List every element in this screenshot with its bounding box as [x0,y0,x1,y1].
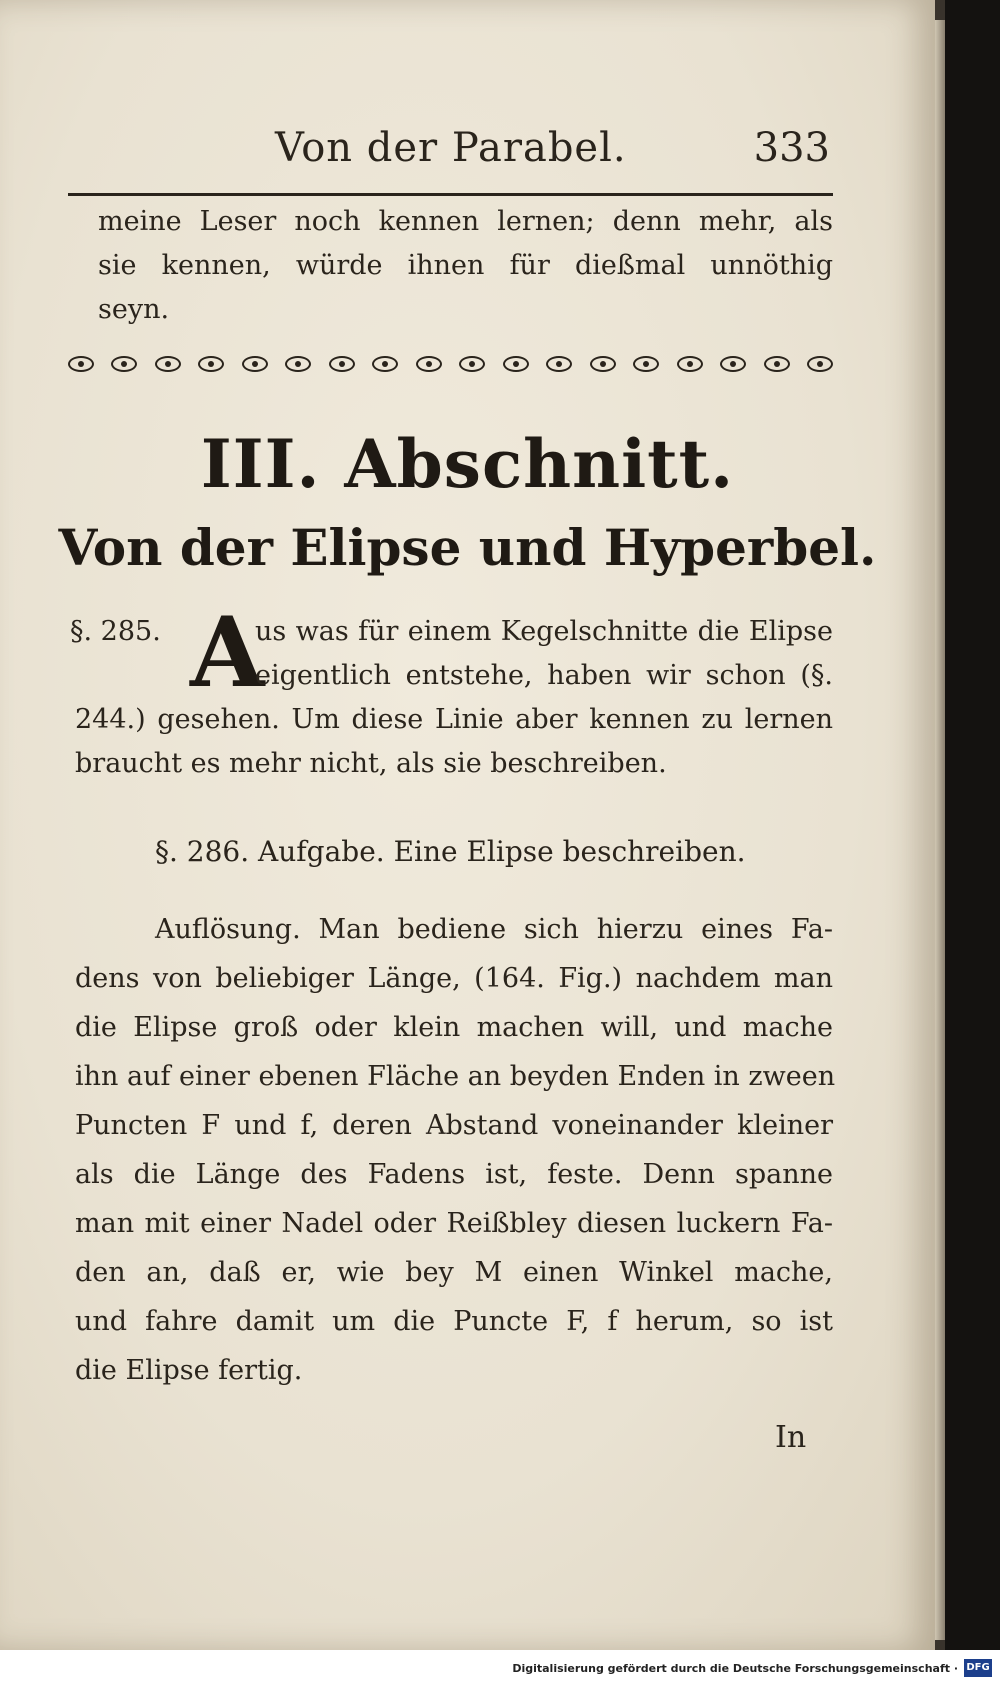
section-number: III. Abschnitt. [200,425,735,503]
text-line: braucht es mehr nicht, als sie beschreiben. [75,748,667,779]
running-title: Von der Parabel. [275,125,627,171]
ornament-icon [546,356,572,372]
paragraph-285-head [255,610,833,698]
drop-cap: A [190,596,265,709]
ornament-icon [503,356,529,372]
ornament-icon [416,356,442,372]
text-line: us was für einem Kegelschnitte die Elipse [255,616,833,647]
text-line: Puncten F und f, deren Abstand voneinander kleiner [75,1110,833,1141]
ornament-icon [633,356,659,372]
ornamental-divider [68,352,833,376]
solution-paragraph [75,905,836,1395]
text-line: die Elipse groß oder klein machen will, und mache [75,1012,833,1043]
carry-over-paragraph [98,200,833,332]
ornament-icon [372,356,398,372]
ornament-icon [590,356,616,372]
footer-bar [0,1650,1000,1687]
ornament-icon [198,356,224,372]
text-line: den an, daß er, wie bey M einen Winkel mache, [75,1257,833,1288]
ornament-icon [459,356,485,372]
dfg-logo-icon: DFG [964,1659,992,1677]
ornament-icon [807,356,833,372]
text-line: meine Leser noch kennen lernen; denn mehr, als [98,206,833,237]
text-line: sie kennen, würde ihnen für dießmal unnöthig [98,250,833,281]
text-line: 244.) gesehen. Um diese Linie aber kennen zu lernen [75,704,833,735]
running-head [70,125,830,185]
binding-shadow [945,0,1000,1687]
text-line: ihn auf einer ebenen Fläche an beyden Enden in zween [75,1061,836,1092]
ornament-icon [111,356,137,372]
paragraph-number-285 [70,610,180,654]
text-line: Auflösung. Man bediene sich hierzu eines Fa- [155,914,833,945]
page-number: 333 [753,125,830,171]
ornament-icon [155,356,181,372]
text-line: man mit einer Nadel oder Reißbley diesen luckern Fa- [75,1208,833,1239]
ornament-icon [677,356,703,372]
ornament-icon [285,356,311,372]
text-line: seyn. [98,294,170,325]
header-rule [68,193,833,196]
paragraph-286-heading: §. 286. Aufgabe. Eine Elipse beschreiben. [155,835,746,868]
ornament-icon [242,356,268,372]
section-title: Von der Elipse und Hyperbel. [58,518,877,577]
ornament-icon [329,356,355,372]
text-line: die Elipse fertig. [75,1355,303,1386]
paragraph-285-body [75,698,833,786]
text-line: dens von beliebiger Länge, (164. Fig.) nachdem man [75,963,833,994]
ornament-icon [764,356,790,372]
text-line: eigentlich entstehe, haben wir schon (§. [255,660,833,691]
page-edge [935,20,945,1640]
text-line: als die Länge des Fadens ist, feste. Denn spanne [75,1159,833,1190]
funding-credit: Digitalisierung gefördert durch die Deutsche Forschungsgemeinschaft · [512,1662,958,1675]
text-line: und fahre damit um die Puncte F, f herum, so ist [75,1306,833,1337]
catch-word: In [775,1420,807,1455]
ornament-icon [720,356,746,372]
paragraph-number: §. 285. [70,616,161,647]
ornament-icon [68,356,94,372]
